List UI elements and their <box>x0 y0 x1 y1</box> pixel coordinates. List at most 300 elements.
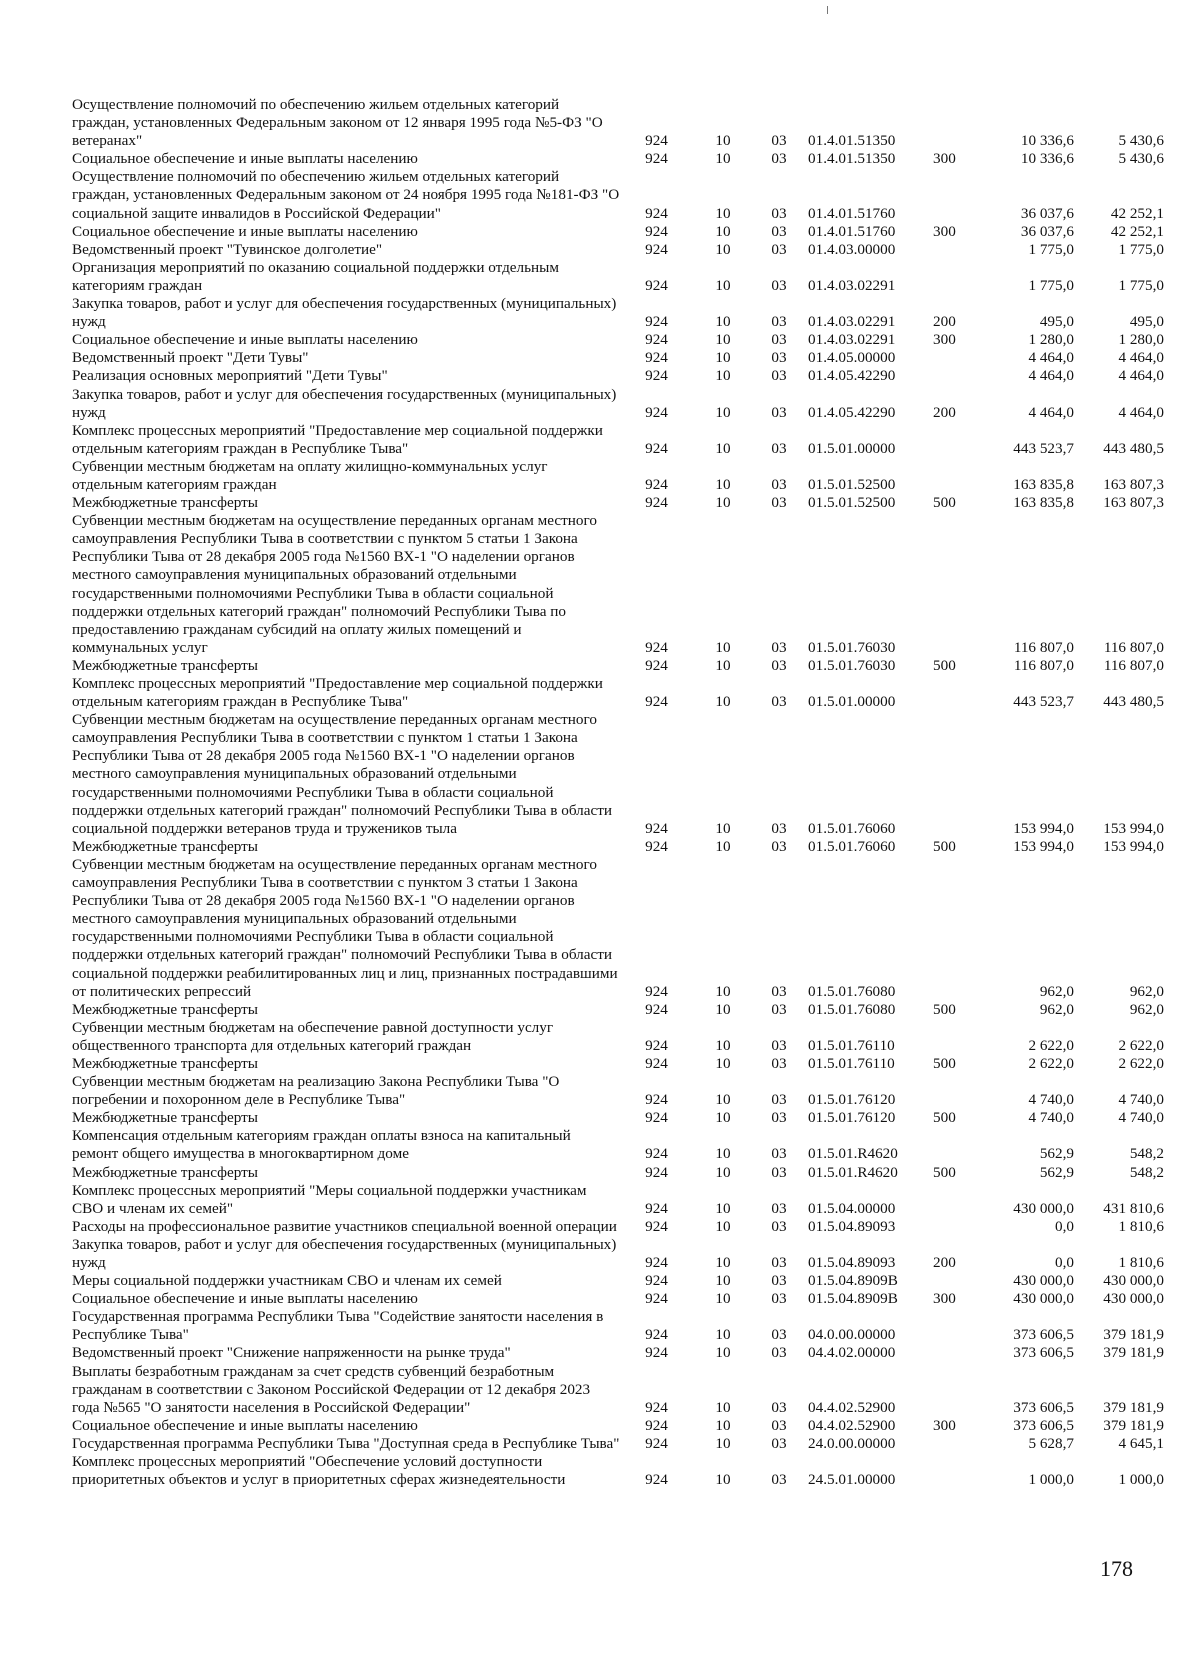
target-article-code: 01.4.05.00000 <box>808 349 896 367</box>
amount-year-2: 548,2 <box>1129 1163 1164 1181</box>
page-number: 178 <box>1100 1556 1133 1581</box>
glava-code: 924 <box>645 1163 668 1181</box>
amount-year-1: 2 622,0 <box>1028 1054 1074 1072</box>
target-article-code: 01.5.01.76110 <box>808 1054 895 1072</box>
section-code: 10 <box>715 819 731 837</box>
subsection-code: 03 <box>771 276 787 294</box>
table-row <box>72 168 1164 222</box>
subsection-code: 03 <box>771 638 787 656</box>
target-article-code: 01.5.01.76060 <box>808 819 896 837</box>
section-code: 10 <box>715 403 731 421</box>
target-article-code: 01.4.01.51760 <box>808 204 896 222</box>
amount-year-1: 163 835,8 <box>1013 475 1074 493</box>
row-name: Комплекс процессных мероприятий "Предоставление мер социальной поддержки отдельным категориям граждан в Республике Тыва" <box>72 421 603 457</box>
target-article-code: 01.4.01.51350 <box>808 150 896 168</box>
expense-type-code: 300 <box>933 331 956 349</box>
amount-year-2: 5 430,6 <box>1118 132 1164 150</box>
amount-year-2: 2 622,0 <box>1118 1054 1164 1072</box>
section-code: 10 <box>715 367 731 385</box>
section-code: 10 <box>715 1199 731 1217</box>
target-article-code: 01.5.04.89093 <box>808 1217 896 1235</box>
amount-year-2: 4 464,0 <box>1118 367 1164 385</box>
glava-code: 924 <box>645 1109 668 1127</box>
row-name: Государственная программа Республики Тыва "Содействие занятости населения в Республике Тыва" <box>72 1308 604 1344</box>
section-code: 10 <box>715 656 731 674</box>
amount-year-2: 495,0 <box>1129 313 1164 331</box>
row-name: Субвенции местным бюджетам на осуществление переданных органам местного самоуправления Республики Тыва в соответствии с пунктом 3 статьи 1 Закона Республики Тыва от 28 декабря 2005 года №1560 ВХ-1 "О наделении органов местного самоуправления муниципальных образований отдельными государственными полномочиями Республики Тыва в области социальной поддержки отдельных категорий граждан" полномочий Республики Тыва в области социальной поддержки реабилитированных лиц и лиц, признанных пострадавшими от политических репрессий <box>72 855 618 1000</box>
glava-code: 924 <box>645 403 668 421</box>
amount-year-2: 4 740,0 <box>1118 1091 1164 1109</box>
expense-type-code: 300 <box>933 1416 956 1434</box>
target-article-code: 04.0.00.00000 <box>808 1326 896 1344</box>
expense-type-code: 500 <box>933 656 956 674</box>
amount-year-2: 548,2 <box>1129 1145 1164 1163</box>
glava-code: 924 <box>645 240 668 258</box>
amount-year-1: 153 994,0 <box>1013 837 1074 855</box>
section-code: 10 <box>715 240 731 258</box>
table-row <box>72 1435 1164 1453</box>
subsection-code: 03 <box>771 132 787 150</box>
target-article-code: 01.4.03.02291 <box>808 331 896 349</box>
subsection-code: 03 <box>771 1416 787 1434</box>
row-name: Субвенции местным бюджетам на осуществление переданных органам местного самоуправления Республики Тыва в соответствии с пунктом 1 статьи 1 Закона Республики Тыва от 28 декабря 2005 года №1560 ВХ-1 "О наделении органов местного самоуправления муниципальных образований отдельными государственными полномочиями Республики Тыва в области социальной поддержки отдельных категорий граждан" полномочий Республики Тыва в области социальной поддержки ветеранов труда и тружеников тыла <box>72 711 612 837</box>
amount-year-2: 379 181,9 <box>1103 1398 1164 1416</box>
row-name: Меры социальной поддержки участникам СВО и членам их семей <box>72 1272 502 1290</box>
target-article-code: 01.5.01.76080 <box>808 982 896 1000</box>
table-row <box>72 1363 1164 1417</box>
row-name: Социальное обеспечение и иные выплаты населению <box>72 331 418 349</box>
target-article-code: 04.4.02.52900 <box>808 1416 896 1434</box>
section-code: 10 <box>715 1163 731 1181</box>
subsection-code: 03 <box>771 1054 787 1072</box>
row-name: Организация мероприятий по оказанию социальной поддержки отдельным категориям граждан <box>72 258 560 294</box>
row-name: Социальное обеспечение и иные выплаты населению <box>72 150 418 168</box>
expense-type-code <box>933 241 979 259</box>
subsection-code: 03 <box>771 349 787 367</box>
expense-type-code <box>933 458 979 494</box>
subsection-code: 03 <box>771 150 787 168</box>
glava-code: 924 <box>645 1054 668 1072</box>
amount-year-1: 373 606,5 <box>1013 1344 1074 1362</box>
target-article-code: 01.5.01.52500 <box>808 494 896 512</box>
target-article-code: 01.4.05.42290 <box>808 403 896 421</box>
table-row <box>72 1019 1164 1055</box>
section-code: 10 <box>715 1344 731 1362</box>
section-code: 10 <box>715 150 731 168</box>
glava-code: 924 <box>645 819 668 837</box>
amount-year-1: 430 000,0 <box>1013 1272 1074 1290</box>
section-code: 10 <box>715 1290 731 1308</box>
target-article-code: 01.5.01.00000 <box>808 439 896 457</box>
amount-year-1: 1 280,0 <box>1028 331 1074 349</box>
amount-year-1: 495,0 <box>1039 313 1074 331</box>
row-name: Закупка товаров, работ и услуг для обеспечения государственных (муниципальных) нужд <box>72 385 617 421</box>
row-name: Закупка товаров, работ и услуг для обеспечения государственных (муниципальных) нужд <box>72 1235 617 1271</box>
table-row <box>72 367 1164 385</box>
amount-year-1: 163 835,8 <box>1013 494 1074 512</box>
expense-type-code <box>933 1182 979 1218</box>
expense-type-code <box>933 367 979 385</box>
target-article-code: 01.5.04.8909В <box>808 1272 898 1290</box>
row-name: Субвенции местным бюджетам на реализацию Закона Республики Тыва "О погребении и похоронном деле в Республике Тыва" <box>72 1073 560 1109</box>
amount-year-2: 4 464,0 <box>1118 403 1164 421</box>
section-code: 10 <box>715 638 731 656</box>
table-row <box>72 1272 1164 1290</box>
subsection-code: 03 <box>771 1272 787 1290</box>
amount-year-1: 562,9 <box>1039 1163 1074 1181</box>
row-name: Осуществление полномочий по обеспечению жильем отдельных категорий граждан, установленных Федеральным законом от 24 ноября 1995 года №181-ФЗ "О социальной защите инвалидов в Российской Федерации" <box>72 168 620 222</box>
table-body <box>72 96 1164 1489</box>
expense-type-code <box>933 675 979 711</box>
subsection-code: 03 <box>771 439 787 457</box>
amount-year-1: 36 037,6 <box>1020 222 1074 240</box>
target-article-code: 01.5.04.8909В <box>808 1290 898 1308</box>
amount-year-2: 962,0 <box>1129 1000 1164 1018</box>
expense-type-code <box>933 1127 979 1163</box>
amount-year-1: 4 464,0 <box>1028 403 1074 421</box>
amount-year-1: 4 740,0 <box>1028 1091 1074 1109</box>
row-name: Ведомственный проект "Тувинское долголетие" <box>72 240 383 258</box>
amount-year-2: 116 807,0 <box>1103 638 1164 656</box>
table-row <box>72 422 1164 458</box>
amount-year-2: 430 000,0 <box>1103 1290 1164 1308</box>
amount-year-2: 153 994,0 <box>1103 837 1164 855</box>
table-row <box>72 1001 1164 1019</box>
amount-year-2: 163 807,3 <box>1103 494 1164 512</box>
amount-year-1: 1 000,0 <box>1028 1471 1074 1489</box>
row-name: Реализация основных мероприятий "Дети Тувы" <box>72 367 388 385</box>
glava-code: 924 <box>645 439 668 457</box>
glava-code: 924 <box>645 475 668 493</box>
glava-code: 924 <box>645 1091 668 1109</box>
expense-type-code: 500 <box>933 837 956 855</box>
subsection-code: 03 <box>771 1398 787 1416</box>
subsection-code: 03 <box>771 1091 787 1109</box>
target-article-code: 01.5.01.76110 <box>808 1036 895 1054</box>
table-row <box>72 1055 1164 1073</box>
expense-type-code <box>933 1453 979 1489</box>
glava-code: 924 <box>645 1416 668 1434</box>
target-article-code: 01.4.03.00000 <box>808 240 896 258</box>
glava-code: 924 <box>645 204 668 222</box>
section-code: 10 <box>715 313 731 331</box>
subsection-code: 03 <box>771 240 787 258</box>
subsection-code: 03 <box>771 1254 787 1271</box>
subsection-code: 03 <box>771 1344 787 1362</box>
target-article-code: 01.5.01.76030 <box>808 638 896 656</box>
amount-year-2: 443 480,5 <box>1103 693 1164 711</box>
target-article-code: 01.5.04.00000 <box>808 1199 896 1217</box>
row-name: Межбюджетные трансферты <box>72 837 258 855</box>
amount-year-2: 1 810,6 <box>1118 1217 1164 1235</box>
target-article-code: 01.5.01.R4620 <box>808 1163 898 1181</box>
target-article-code: 01.5.01.76120 <box>808 1091 896 1109</box>
amount-year-1: 0,0 <box>1055 1254 1074 1271</box>
amount-year-1: 443 523,7 <box>1013 693 1074 711</box>
expense-type-code: 300 <box>933 222 956 240</box>
amount-year-1: 10 336,6 <box>1020 150 1074 168</box>
section-code: 10 <box>715 837 731 855</box>
glava-code: 924 <box>645 150 668 168</box>
amount-year-1: 0,0 <box>1055 1217 1074 1235</box>
amount-year-1: 373 606,5 <box>1013 1416 1074 1434</box>
expense-type-code: 300 <box>933 150 956 168</box>
subsection-code: 03 <box>771 222 787 240</box>
section-code: 10 <box>715 439 731 457</box>
target-article-code: 01.4.03.02291 <box>808 276 896 294</box>
subsection-code: 03 <box>771 1036 787 1054</box>
subsection-code: 03 <box>771 656 787 674</box>
target-article-code: 01.5.01.76030 <box>808 656 896 674</box>
expense-type-code: 500 <box>933 494 956 512</box>
subsection-code: 03 <box>771 1163 787 1181</box>
section-code: 10 <box>715 693 731 711</box>
expense-type-code: 300 <box>933 1290 956 1308</box>
amount-year-1: 5 628,7 <box>1028 1434 1074 1452</box>
subsection-code: 03 <box>771 1217 787 1235</box>
amount-year-1: 116 807,0 <box>1013 638 1074 656</box>
section-code: 10 <box>715 349 731 367</box>
row-name: Социальное обеспечение и иные выплаты населению <box>72 1416 418 1434</box>
subsection-code: 03 <box>771 819 787 837</box>
glava-code: 924 <box>645 1217 668 1235</box>
glava-code: 924 <box>645 1290 668 1308</box>
amount-year-2: 1 775,0 <box>1118 276 1164 294</box>
expense-type-code <box>933 512 979 657</box>
table-row <box>72 711 1164 838</box>
row-name: Комплекс процессных мероприятий "Обеспечение условий доступности приоритетных объектов и услуг в приоритетных сферах жизнедеятельности <box>72 1453 566 1489</box>
table-row <box>72 1417 1164 1435</box>
glava-code: 924 <box>645 1434 668 1452</box>
subsection-code: 03 <box>771 693 787 711</box>
section-code: 10 <box>715 1145 731 1163</box>
expense-type-code: 500 <box>933 1109 956 1127</box>
glava-code: 924 <box>645 313 668 331</box>
table-row <box>72 96 1164 150</box>
subsection-code: 03 <box>771 403 787 421</box>
expense-type-code: 200 <box>933 1254 956 1271</box>
table-row <box>72 512 1164 657</box>
table-row <box>72 295 1164 331</box>
amount-year-2: 962,0 <box>1129 982 1164 1000</box>
table-row <box>72 1182 1164 1218</box>
section-code: 10 <box>715 1254 731 1271</box>
glava-code: 924 <box>645 1344 668 1362</box>
row-name: Государственная программа Республики Тыва "Доступная среда в Республике Тыва" <box>72 1434 620 1452</box>
target-article-code: 01.5.04.89093 <box>808 1254 896 1271</box>
target-article-code: 24.0.00.00000 <box>808 1434 896 1452</box>
target-article-code: 01.5.01.76080 <box>808 1000 896 1018</box>
table-row <box>72 1127 1164 1163</box>
glava-code: 924 <box>645 1471 668 1489</box>
subsection-code: 03 <box>771 1326 787 1344</box>
subsection-code: 03 <box>771 1109 787 1127</box>
table-row <box>72 494 1164 512</box>
amount-year-2: 379 181,9 <box>1103 1344 1164 1362</box>
table-row <box>72 657 1164 675</box>
expense-type-code <box>933 856 979 1001</box>
expense-type-code <box>933 349 979 367</box>
amount-year-2: 1 000,0 <box>1118 1471 1164 1489</box>
scan-mark <box>827 6 828 14</box>
amount-year-2: 42 252,1 <box>1110 204 1164 222</box>
section-code: 10 <box>715 132 731 150</box>
target-article-code: 01.5.01.52500 <box>808 475 896 493</box>
amount-year-1: 4 464,0 <box>1028 367 1074 385</box>
amount-year-1: 2 622,0 <box>1028 1036 1074 1054</box>
glava-code: 924 <box>645 656 668 674</box>
section-code: 10 <box>715 1217 731 1235</box>
expense-type-code <box>933 259 979 295</box>
table-row <box>72 838 1164 856</box>
table-row <box>72 1164 1164 1182</box>
glava-code: 924 <box>645 132 668 150</box>
amount-year-1: 1 775,0 <box>1028 276 1074 294</box>
amount-year-2: 4 464,0 <box>1118 349 1164 367</box>
glava-code: 924 <box>645 1398 668 1416</box>
amount-year-2: 5 430,6 <box>1118 150 1164 168</box>
row-name: Субвенции местным бюджетам на обеспечение равной доступности услуг общественного транспорта для отдельных категорий граждан <box>72 1018 554 1054</box>
table-row <box>72 386 1164 422</box>
amount-year-1: 153 994,0 <box>1013 819 1074 837</box>
table-row <box>72 1344 1164 1362</box>
amount-year-1: 562,9 <box>1039 1145 1074 1163</box>
glava-code: 924 <box>645 367 668 385</box>
expense-type-code <box>933 1435 979 1453</box>
expense-type-code: 200 <box>933 313 956 331</box>
amount-year-1: 373 606,5 <box>1013 1326 1074 1344</box>
section-code: 10 <box>715 1109 731 1127</box>
table-row <box>72 331 1164 349</box>
amount-year-2: 2 622,0 <box>1118 1036 1164 1054</box>
section-code: 10 <box>715 494 731 512</box>
glava-code: 924 <box>645 331 668 349</box>
target-article-code: 04.4.02.00000 <box>808 1344 896 1362</box>
target-article-code: 01.4.01.51760 <box>808 222 896 240</box>
expense-type-code <box>933 1073 979 1109</box>
subsection-code: 03 <box>771 1145 787 1163</box>
amount-year-1: 373 606,5 <box>1013 1398 1074 1416</box>
table-row <box>72 349 1164 367</box>
expense-type-code <box>933 96 979 150</box>
target-article-code: 01.4.05.42290 <box>808 367 896 385</box>
table-row <box>72 223 1164 241</box>
amount-year-2: 1 280,0 <box>1118 331 1164 349</box>
subsection-code: 03 <box>771 331 787 349</box>
amount-year-1: 4 740,0 <box>1028 1109 1074 1127</box>
section-code: 10 <box>715 1326 731 1344</box>
section-code: 10 <box>715 1272 731 1290</box>
row-name: Расходы на профессиональное развитие участников специальной военной операции <box>72 1217 617 1235</box>
expense-type-code: 500 <box>933 1163 956 1181</box>
amount-year-2: 1 810,6 <box>1118 1254 1164 1271</box>
row-name: Межбюджетные трансферты <box>72 656 258 674</box>
expense-type-code <box>933 1344 979 1362</box>
amount-year-1: 443 523,7 <box>1013 439 1074 457</box>
row-name: Социальное обеспечение и иные выплаты населению <box>72 1290 418 1308</box>
table-row <box>72 150 1164 168</box>
glava-code: 924 <box>645 1000 668 1018</box>
amount-year-2: 379 181,9 <box>1103 1326 1164 1344</box>
glava-code: 924 <box>645 1326 668 1344</box>
row-name: Межбюджетные трансферты <box>72 1163 258 1181</box>
expense-type-code: 500 <box>933 1054 956 1072</box>
section-code: 10 <box>715 276 731 294</box>
amount-year-1: 430 000,0 <box>1013 1290 1074 1308</box>
table-row <box>72 1308 1164 1344</box>
subsection-code: 03 <box>771 1000 787 1018</box>
target-article-code: 04.4.02.52900 <box>808 1398 896 1416</box>
table-row <box>72 1290 1164 1308</box>
row-name: Выплаты безработным гражданам за счет средств субвенций безработным гражданам в соответствии с Законом Российской Федерации от 12 декабря 2023 года №565 "О занятости населения в Российской Федерации" <box>72 1362 591 1416</box>
table-row <box>72 1073 1164 1109</box>
target-article-code: 01.5.01.76060 <box>808 837 896 855</box>
glava-code: 924 <box>645 276 668 294</box>
subsection-code: 03 <box>771 837 787 855</box>
subsection-code: 03 <box>771 494 787 512</box>
row-name: Комплекс процессных мероприятий "Предоставление мер социальной поддержки отдельным категориям граждан в Республике Тыва" <box>72 675 603 711</box>
amount-year-2: 379 181,9 <box>1103 1416 1164 1434</box>
expense-type-code <box>933 1363 979 1417</box>
row-name: Ведомственный проект "Дети Тувы" <box>72 349 309 367</box>
target-article-code: 01.5.01.00000 <box>808 693 896 711</box>
subsection-code: 03 <box>771 1471 787 1489</box>
target-article-code: 01.5.01.R4620 <box>808 1145 898 1163</box>
amount-year-2: 4 645,1 <box>1118 1434 1164 1452</box>
expense-type-code <box>933 1019 979 1055</box>
section-code: 10 <box>715 982 731 1000</box>
row-name: Межбюджетные трансферты <box>72 1000 258 1018</box>
row-name: Ведомственный проект "Снижение напряженности на рынке труда" <box>72 1344 511 1362</box>
table-row <box>72 1218 1164 1236</box>
row-name: Компенсация отдельным категориям граждан оплаты взноса на капитальный ремонт общего имущества в многоквартирном доме <box>72 1127 571 1163</box>
budget-table <box>72 96 1164 1489</box>
target-article-code: 01.4.01.51350 <box>808 132 896 150</box>
table-row <box>72 259 1164 295</box>
glava-code: 924 <box>645 1199 668 1217</box>
table-row <box>72 1109 1164 1127</box>
section-code: 10 <box>715 1000 731 1018</box>
section-code: 10 <box>715 475 731 493</box>
expense-type-code: 200 <box>933 403 956 421</box>
amount-year-1: 116 807,0 <box>1013 656 1074 674</box>
table-row <box>72 241 1164 259</box>
row-name: Комплекс процессных мероприятий "Меры социальной поддержки участникам СВО и членам их семей" <box>72 1181 587 1217</box>
glava-code: 924 <box>645 1145 668 1163</box>
glava-code: 924 <box>645 222 668 240</box>
section-code: 10 <box>715 1416 731 1434</box>
amount-year-2: 153 994,0 <box>1103 819 1164 837</box>
amount-year-1: 962,0 <box>1039 1000 1074 1018</box>
row-name: Межбюджетные трансферты <box>72 1109 258 1127</box>
row-name: Осуществление полномочий по обеспечению жильем отдельных категорий граждан, установленных Федеральным законом от 12 января 1995 года №5-ФЗ "О ветеранах" <box>72 96 603 150</box>
amount-year-1: 962,0 <box>1039 982 1074 1000</box>
glava-code: 924 <box>645 349 668 367</box>
expense-type-code <box>933 1308 979 1344</box>
subsection-code: 03 <box>771 313 787 331</box>
section-code: 10 <box>715 1054 731 1072</box>
amount-year-2: 163 807,3 <box>1103 475 1164 493</box>
target-article-code: 01.5.01.76120 <box>808 1109 896 1127</box>
glava-code: 924 <box>645 982 668 1000</box>
amount-year-2: 1 775,0 <box>1118 240 1164 258</box>
row-name: Межбюджетные трансферты <box>72 494 258 512</box>
expense-type-code <box>933 1272 979 1290</box>
subsection-code: 03 <box>771 1199 787 1217</box>
amount-year-1: 10 336,6 <box>1020 132 1074 150</box>
amount-year-2: 42 252,1 <box>1110 222 1164 240</box>
section-code: 10 <box>715 1036 731 1054</box>
